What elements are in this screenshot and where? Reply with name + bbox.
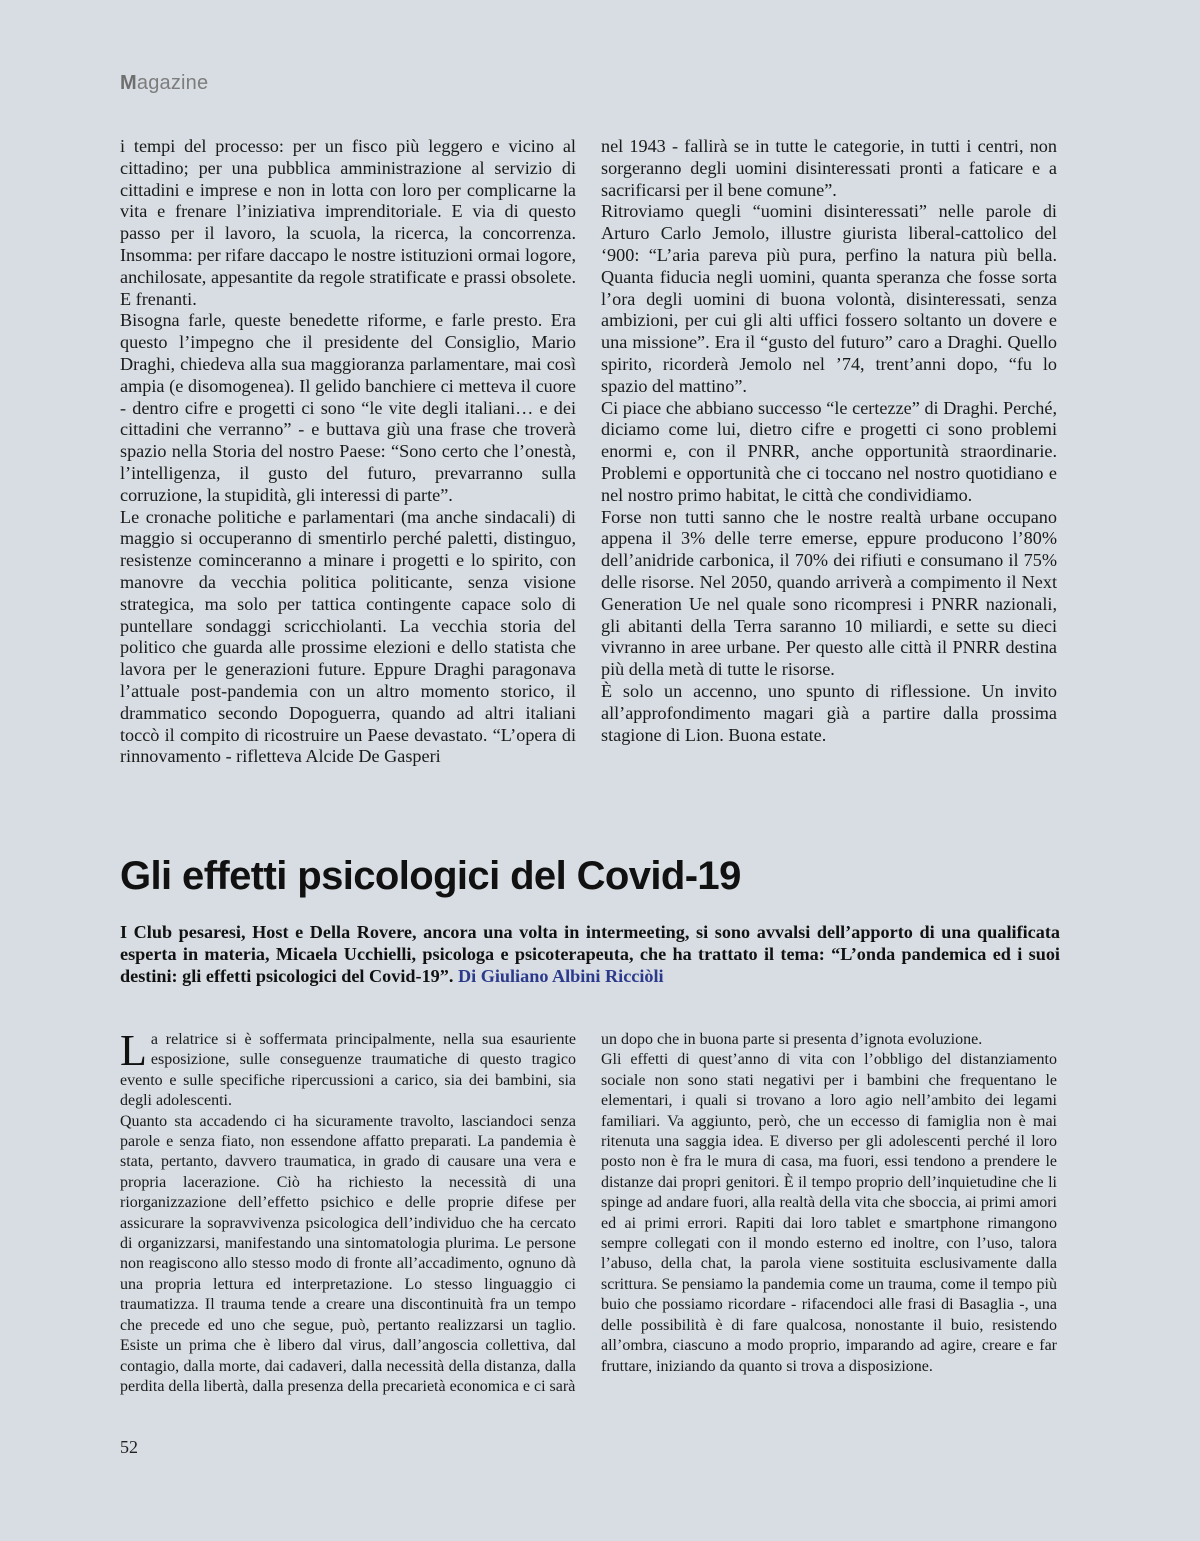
paragraph: nel 1943 - fallirà se in tutte le categorie, in tutti i centri, non sorgeranno degli uomini disinteressati pronti a faticare e a sacrificarsi per il bene comune”. <box>601 136 1057 200</box>
article1-right-column <box>601 136 1057 746</box>
drop-cap: L <box>120 1026 147 1075</box>
article2-standfirst <box>120 922 1060 987</box>
section-label-rest: agazine <box>136 72 209 94</box>
byline: Di Giuliano Albini Ricciòli <box>457 965 664 986</box>
paragraph: i tempi del processo: per un fisco più leggero e vicino al cittadino; per una pubblica amministrazione al servizio di cittadini e imprese e non in lotta con loro per complicarne la vita e frenare l’iniziativa imprenditoriale. E via di questo passo per il lavoro, la scuola, la ricerca, la concorrenza. Insomma: per rifare daccapo le nostre istituzioni ormai logore, anchilosate, appesantite da regole stratificate e prassi obsolete. E frenanti. <box>120 136 576 309</box>
paragraph: È solo un accenno, uno spunto di riflessione. Un invito all’approfondimento magari già a partire dalla prossima stagione di Lion. Buona estate. <box>601 680 1057 745</box>
section-label-initial: M <box>120 72 137 94</box>
paragraph-text: a relatrice si è soffermata principalmente, nella sua esauriente esposizione, sulle conseguenze traumatiche di questo tragico evento e sulle specifiche ripercussioni a carico, sia dei bambini, sia degli adolescenti. <box>120 1031 576 1110</box>
article2-headline: Gli effetti psicologici del Covid-19 <box>120 854 741 898</box>
standfirst-text: I Club pesaresi, Host e Della Rovere, ancora una volta in intermeeting, si sono avvalsi dell’apporto di una qualificata esperta in materia, Micaela Ucchielli, psicologa e psicoterapeuta, che ha trattato il tema: “L’onda pandemica ed i suoi destini: gli effetti psicologici del Covid-19”. <box>120 922 1060 986</box>
page-number: 52 <box>120 1437 138 1457</box>
section-label <box>120 72 208 95</box>
paragraph: Le cronache politiche e parlamentari (ma anche sindacali) di maggio si occuperanno di smentirlo perché paletti, distinguo, resistenze cominceranno a minare i progetti e lo spirito, con manovre da vecchia politica politicante, senza visione strategica, ma solo per tattica contingente capace solo di puntellare sondaggi scricchiolanti. La vecchia storia del politico che guarda alle prossime elezioni e dello statista che lavora per le generazioni future. Eppure Draghi paragonava l’attuale post-pandemia con un altro momento storico, il drammatico secondo Dopoguerra, quando ad altri italiani toccò il compito di ricostruire un Paese devastato. “L’opera di rinnovamento - rifletteva Alcide De Gasperi <box>120 506 576 767</box>
article1-left-column <box>120 136 576 768</box>
paragraph: Ci piace che abbiano successo “le certezze” di Draghi. Perché, diciamo come lui, dietro cifre e progetti ci sono problemi enormi e, con il PNRR, anche opportunità straordinarie. Problemi e opportunità che ci toccano nel nostro quotidiano e nel nostro primo habitat, le città che condividiamo. <box>601 397 1057 505</box>
article2-right-column <box>601 1030 1057 1377</box>
article2-left-column <box>120 1026 576 1397</box>
paragraph <box>120 1026 576 1112</box>
paragraph: Ritroviamo quegli “uomini disinteressati” nelle parole di Arturo Carlo Jemolo, illustre giurista liberal-cattolico del ‘900: “L’aria pareva più pura, perfino la natura più bella. Quanta fiducia negli uomini, quanta speranza che fosse sorta l’ora degli uomini di buona volontà, disinteressati, senza ambizioni, per cui gli alti uffici fossero soltanto un dovere e una missione”. Era il “gusto del futuro” caro a Draghi. Quello spirito, ricorderà Jemolo nel ’74, trent’anni dopo, “fu lo spazio del mattino”. <box>601 201 1057 396</box>
paragraph: Quanto sta accadendo ci ha sicuramente travolto, lasciandoci senza parole e senza fiato, non essendone affatto preparati. La pandemia è stata, pertanto, davvero traumatica, in grado di causare una vera e propria lacerazione. Ciò ha richiesto la necessità di una riorganizzazione dell’effetto psichico e delle proprie difese per assicurare la sopravvivenza psicologica dell’individuo che ha cercato di organizzarsi, manifestando una sintomatologia plurima. Le persone non reagiscono allo stesso modo di fronte all’accadimento, ognuno dà una propria lettura ed interpretazione. Lo stesso linguaggio ci traumatizza. Il trauma tende a creare una discontinuità fra un tempo che precede ed uno che segue, può, pertanto realizzarsi un taglio. Esiste un prima che è libero dal virus, dall’angoscia collettiva, dal contagio, dalla morte, dai cadaveri, dalla necessità della distanza, dalla perdita della libertà, dalla presenza della precarietà economica e ci sarà <box>120 1112 576 1395</box>
paragraph: Forse non tutti sanno che le nostre realtà urbane occupano appena il 3% delle terre emerse, eppure producono l’80% dell’anidride carbonica, il 70% dei rifiuti e consumano il 75% delle risorse. Nel 2050, quando arriverà a compimento il Next Generation Ue nel quale sono ricompresi i PNRR nazionali, gli abitanti della Terra saranno 10 miliardi, e sette su dieci vivranno in aree urbane. Per questo alle città il PNRR destina più della metà di tutte le risorse. <box>601 506 1057 680</box>
paragraph: un dopo che in buona parte si presenta d’ignota evoluzione. <box>601 1031 983 1048</box>
paragraph: Bisogna farle, queste benedette riforme, e farle presto. Era questo l’impegno che il presidente del Consiglio, Mario Draghi, chiedeva alla sua maggioranza parlamentare, mai così ampia (e disomogenea). Il gelido banchiere ci metteva il cuore - dentro cifre e progetti ci sono “le vite degli italiani… e dei cittadini che verranno” - e buttava giù una frase che troverà spazio nella Storia del nostro Paese: “Sono certo che l’onestà, l’intelligenza, il gusto del futuro, prevarranno sulla corruzione, la stupidità, gli interessi di parte”. <box>120 310 576 505</box>
paragraph: Gli effetti di quest’anno di vita con l’obbligo del distanziamento sociale non sono stati negativi per i bambini che frequentano le elementari, i quali si trovano a loro agio nell’ambito dei legami familiari. Va aggiunto, però, che un eccesso di famiglia non è mai ritenuta una saggia idea. E diverso per gli adolescenti perché il loro posto non è fra le mura di casa, ma fuori, essi tendono a prendere le distanze dai propri genitori. È il tempo proprio dell’inquietudine che li spinge ad andare fuori, alla realtà della vita che sboccia, ai primi amori ed ai primi errori. Rapiti dai loro tablet e smartphone rimangono sempre collegati con il mondo esterno ed inoltre, con l’uso, talora l’abuso, della chat, la parola viene sostituita esclusivamente dalla scrittura. Se pensiamo la pandemia come un trauma, come il tempo più buio che possiamo ricordare - rifacendoci alle frasi di Basaglia -, una delle possibilità è di fare qualcosa, nonostante il buio, resistendo all’ombra, ciascuno a modo proprio, imparando ad agire, creare e far fruttare, iniziando da quanto si trova a disposizione. <box>601 1051 1057 1375</box>
